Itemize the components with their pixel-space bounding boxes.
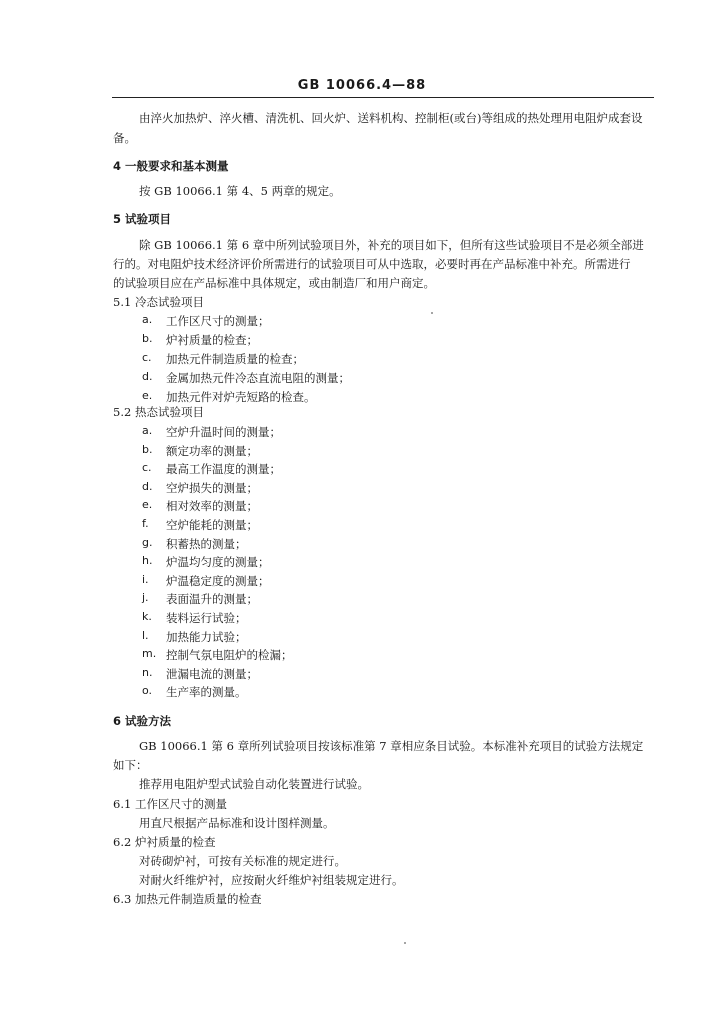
list-item-letter: a.	[142, 313, 153, 326]
list-item-text: 加热元件制造质量的检查；	[166, 352, 304, 366]
section-6-2-heading: 6.2 炉衬质量的检查	[113, 835, 216, 849]
section-6-2-line-2: 对耐火纤维炉衬，应按耐火纤维炉衬组装规定进行。	[139, 873, 404, 887]
list-item-text: 最高工作温度的测量；	[166, 462, 281, 477]
section-6-3-heading: 6.3 加热元件制造质量的检查	[113, 892, 262, 906]
section-4-heading: 4 一般要求和基本测量	[113, 159, 229, 173]
header-rule	[112, 97, 654, 98]
list-item-letter: h.	[142, 554, 153, 568]
list-item-text: 空炉升温时间的测量；	[166, 425, 281, 439]
intro-line-2: 备。	[113, 131, 136, 145]
list-item-letter: l.	[142, 628, 149, 642]
section-5-2-heading: 5.2 热态试验项目	[113, 405, 204, 419]
list-item-letter: e.	[142, 389, 153, 402]
scan-speck	[431, 312, 433, 314]
section-6-para-line-2: 如下：	[113, 758, 148, 772]
section-5-para-line-1: 除 GB 10066.1 第 6 章中所列试验项目外，补充的项目如下，但所有这些试验项目不是必须全部进	[139, 238, 644, 252]
section-5-1-heading: 5.1 冷态试验项目	[113, 295, 204, 309]
section-4-text: 按 GB 10066.1 第 4、5 两章的规定。	[139, 184, 341, 198]
list-item-letter: e.	[142, 498, 153, 512]
list-item-text: 泄漏电流的测量；	[166, 666, 258, 681]
section-6-para-line-1: GB 10066.1 第 6 章所列试验项目按该标准第 7 章相应条目试验。本标准补充项目的试验方法规定	[139, 739, 644, 753]
list-item-letter: m.	[142, 647, 157, 661]
list-item-text: 加热能力试验；	[166, 629, 247, 644]
list-item-letter: a.	[142, 424, 153, 437]
section-6-heading: 6 试验方法	[113, 714, 172, 728]
list-item-text: 装料运行试验；	[166, 611, 247, 625]
list-item-text: 积蓄热的测量；	[166, 536, 247, 551]
list-item-text: 控制气氛电阻炉的检漏；	[166, 648, 293, 663]
list-item-text: 金属加热元件冷态直流电阻的测量；	[166, 371, 350, 385]
list-item-text: 空炉损失的测量；	[166, 480, 258, 495]
section-5-heading: 5 试验项目	[113, 212, 172, 226]
list-item-letter: b.	[142, 442, 153, 456]
list-item-letter: b.	[142, 332, 153, 345]
list-item-letter: d.	[142, 479, 153, 493]
list-item-text: 炉衬质量的检查；	[166, 333, 258, 347]
list-item-text: 表面温升的测量；	[166, 592, 258, 607]
section-5-para-line-2: 行的。对电阻炉技术经济评价所需进行的试验项目可从中选取，必要时再在产品标准中补充。所需进行	[113, 257, 631, 271]
list-item-text: 加热元件对炉壳短路的检查。	[166, 390, 316, 404]
list-item-letter: i.	[142, 572, 149, 586]
list-item-letter: j.	[142, 591, 149, 605]
section-5-para-line-3: 的试验项目应在产品标准中具体规定，或由制造厂和用户商定。	[113, 276, 435, 290]
scan-speck	[404, 942, 406, 944]
list-item-text: 空炉能耗的测量；	[166, 518, 258, 532]
list-item-text: 炉温稳定度的测量；	[166, 573, 270, 588]
list-item-letter: g.	[142, 535, 153, 549]
list-item-text: 相对效率的测量；	[166, 499, 258, 514]
list-item-letter: f.	[142, 517, 149, 530]
list-item-text: 额定功率的测量；	[166, 443, 258, 458]
list-item-letter: k.	[142, 610, 152, 623]
intro-line-1: 由淬火加热炉、淬火槽、清洗机、回火炉、送料机构、控制柜(或台)等组成的热处理用电阻炉成套设	[139, 111, 643, 125]
list-item-text: 工作区尺寸的测量；	[166, 314, 270, 328]
list-item-letter: c.	[142, 461, 152, 475]
list-item-letter: o.	[142, 684, 153, 698]
list-item-text: 炉温均匀度的测量；	[166, 555, 270, 570]
standard-number-header: GB 10066.4—88	[297, 78, 427, 93]
section-6-1-text: 用直尺根据产品标准和设计图样测量。	[139, 816, 335, 830]
section-6-para-line-3: 推荐用电阻炉型式试验自动化装置进行试验。	[139, 777, 369, 791]
list-item-letter: d.	[142, 370, 153, 383]
list-item-text: 生产率的测量。	[166, 685, 247, 700]
list-item-letter: c.	[142, 351, 152, 364]
section-6-1-heading: 6.1 工作区尺寸的测量	[113, 797, 227, 811]
section-6-2-line-1: 对砖砌炉衬，可按有关标准的规定进行。	[139, 854, 346, 868]
list-item-letter: n.	[142, 665, 153, 679]
